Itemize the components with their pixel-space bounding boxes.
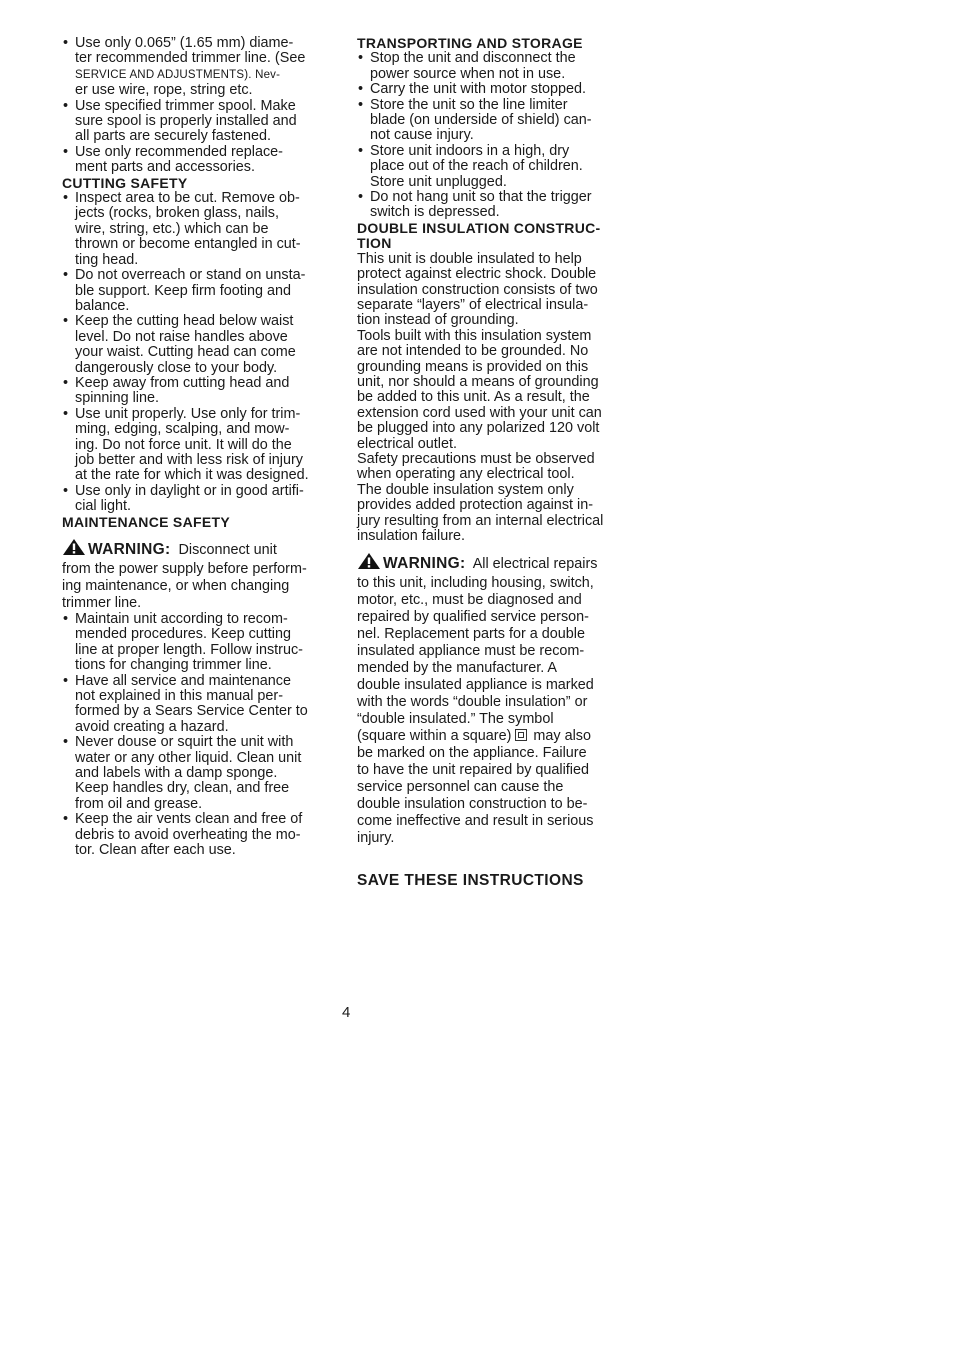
line: er use wire, rope, string etc. [75,82,253,99]
line: injury. [357,830,395,847]
line: cial light. [75,498,131,515]
line: job better and with less risk of injury [75,451,303,468]
line: wire, string, etc.) which can be [75,220,269,237]
list-item [357,190,625,221]
line: “double insulated.” The symbol [357,711,554,728]
line: extension cord used with your unit can [357,404,602,421]
line: power source when not in use. [370,65,566,82]
line: Keep the cutting head below waist [75,313,294,330]
list-item [62,145,327,176]
line: balance. [75,297,130,314]
line: ter recommended trimmer line. (See [75,50,306,67]
line: service personnel can cause the [357,779,564,796]
line: formed by a Sears Service Center to [75,703,308,720]
line: protect against electric shock. Double [357,266,597,283]
line: insulation construction consists of two [357,281,598,298]
line: Maintain unit according to recom- [75,611,288,627]
line: trimmer line. [62,595,142,611]
line: ment parts and accessories. [75,159,255,176]
line: switch is depressed. [370,204,500,221]
line: from the power supply before perform- [62,561,307,577]
list-item [357,144,625,190]
line: to have the unit repaired by qualified [357,762,590,779]
paragraph [357,452,625,544]
line: Have all service and maintenance [75,672,291,689]
line: Do not hang unit so that the trigger [370,189,592,206]
list-item [62,484,327,515]
line: All electrical repairs [472,556,598,573]
line: jects (rocks, broken glass, nails, [75,205,279,222]
line: to this unit, including housing, switch, [357,575,594,592]
line: electrical outlet. [357,435,457,452]
line: ing maintenance, or when changing [62,578,290,594]
line: Keep the air vents clean and free of [75,811,303,828]
double-insulation-heading [357,221,625,252]
line: Use only in daylight or in good artifi- [75,482,304,499]
line: mended by the manufacturer. A [357,660,557,677]
list-item [62,268,327,314]
transport-list [357,51,625,220]
line: Use specified trimmer spool. Make [75,97,296,114]
line: provides added protection against in- [357,497,593,514]
line: spinning line. [75,390,160,407]
cutting-safety-heading: CUTTING SAFETY [62,174,188,191]
line: nel. Replacement parts for a double [357,626,585,643]
line: Use unit properly. Use only for trim- [75,405,301,422]
line: ting head. [75,251,139,268]
line: insulated appliance must be recom- [357,643,585,660]
line: This unit is double insulated to help [357,250,582,267]
line: DOUBLE INSULATION CONSTRUC- [357,219,601,236]
line: separate “layers” of electrical insula- [357,296,589,313]
line: ming, edging, scalping, and mow- [75,421,290,438]
line: place out of the reach of children. [370,158,583,175]
line: motor, etc., must be diagnosed and [357,592,582,609]
list-item [357,98,625,144]
line: come ineffective and result in serious [357,813,594,830]
line: Keep away from cutting head and [75,374,290,391]
warning-triangle-icon [62,538,86,561]
intro-list [62,36,327,176]
line: not cause injury. [370,127,474,144]
line: Carry the unit with motor stopped. [370,81,586,98]
right-column [357,36,625,847]
line: all parts are securely fastened. [75,128,271,145]
line: at the rate for which it was designed. [75,467,309,484]
line: Tools built with this insulation system [357,327,592,344]
warning-triangle-icon [357,552,381,575]
list-item [62,612,327,674]
line: be plugged into any polarized 120 volt [357,420,600,437]
line: water or any other liquid. Clean unit [75,749,302,766]
list-item [62,191,327,268]
warning-label: WARNING: [88,541,171,558]
line: SERVICE AND ADJUSTMENTS). Nev- [75,68,281,81]
line: Store unit unplugged. [370,173,507,190]
line: may also [533,728,591,745]
left-column [62,36,327,859]
line: Safety precautions must be observed [357,450,595,467]
list-item [62,674,327,736]
line: double insulated appliance is marked [357,677,594,694]
maintenance-warning [62,538,327,612]
line: your waist. Cutting head can come [75,344,296,361]
list-item [62,735,327,812]
line: ble support. Keep firm footing and [75,282,291,299]
line: from oil and grease. [75,795,203,812]
list-item [62,812,327,858]
line: tor. Clean after each use. [75,842,236,859]
paragraph [357,329,625,452]
page-number: 4 [342,1004,351,1021]
list-item [357,82,625,97]
line: and labels with a damp sponge. [75,765,278,782]
list-item [62,99,327,145]
maintenance-list [62,612,327,859]
line: be added to this unit. As a result, the [357,389,590,406]
list-item [62,36,327,99]
maintenance-safety-heading: MAINTENANCE SAFETY [62,513,230,530]
electrical-warning [357,552,625,847]
line: tion instead of grounding. [357,312,519,329]
line: Do not overreach or stand on unsta- [75,267,306,284]
line: dangerously close to your body. [75,359,278,376]
line: unit, nor should a means of grounding [357,373,599,390]
line: Disconnect unit [178,542,277,558]
line: The double insulation system only [357,481,574,498]
paragraph [357,252,625,329]
line: are not intended to be grounded. No [357,343,589,360]
line: (square within a square) [357,728,512,745]
list-item [357,51,625,82]
list-item [62,314,327,376]
line: thrown or become entangled in cut- [75,236,301,253]
line: repaired by qualified service person- [357,609,589,626]
line: sure spool is properly installed and [75,113,297,130]
line: mended procedures. Keep cutting [75,626,292,643]
line: Never douse or squirt the unit with [75,734,294,751]
line: ing. Do not force unit. It will do the [75,436,292,453]
line: Inspect area to be cut. Remove ob- [75,190,300,207]
line: debris to avoid overheating the mo- [75,826,301,843]
line: Stop the unit and disconnect the [370,50,576,67]
line: jury resulting from an internal electrical [357,512,604,529]
line: line at proper length. Follow instruc- [75,641,303,658]
line: double insulation construction to be- [357,796,588,813]
line: Store unit indoors in a high, dry [370,142,570,159]
list-item [62,407,327,484]
line: Use only 0.065” (1.65 mm) diame- [75,35,294,51]
list-item [62,376,327,407]
warning-label: WARNING: [383,555,466,573]
line: blade (on underside of shield) can- [370,112,592,129]
line: with the words “double insulation” or [357,694,588,711]
cutting-safety-list [62,191,327,515]
line: level. Do not raise handles above [75,328,288,345]
line: Store the unit so the line limiter [370,96,568,113]
double-square-icon [515,729,527,741]
line: avoid creating a hazard. [75,718,229,735]
line: TION [357,235,392,252]
line: grounding means is provided on this [357,358,589,375]
line: Keep handles dry, clean, and free [75,780,290,797]
line: be marked on the appliance. Failure [357,745,587,762]
save-instructions-heading: SAVE THESE INSTRUCTIONS [357,872,584,889]
line: tions for changing trimmer line. [75,657,272,674]
transporting-storage-heading: TRANSPORTING AND STORAGE [357,35,583,51]
line: when operating any electrical tool. [357,466,575,483]
line: insulation failure. [357,528,465,544]
line: Use only recommended replace- [75,143,283,160]
line: not explained in this manual per- [75,688,283,705]
